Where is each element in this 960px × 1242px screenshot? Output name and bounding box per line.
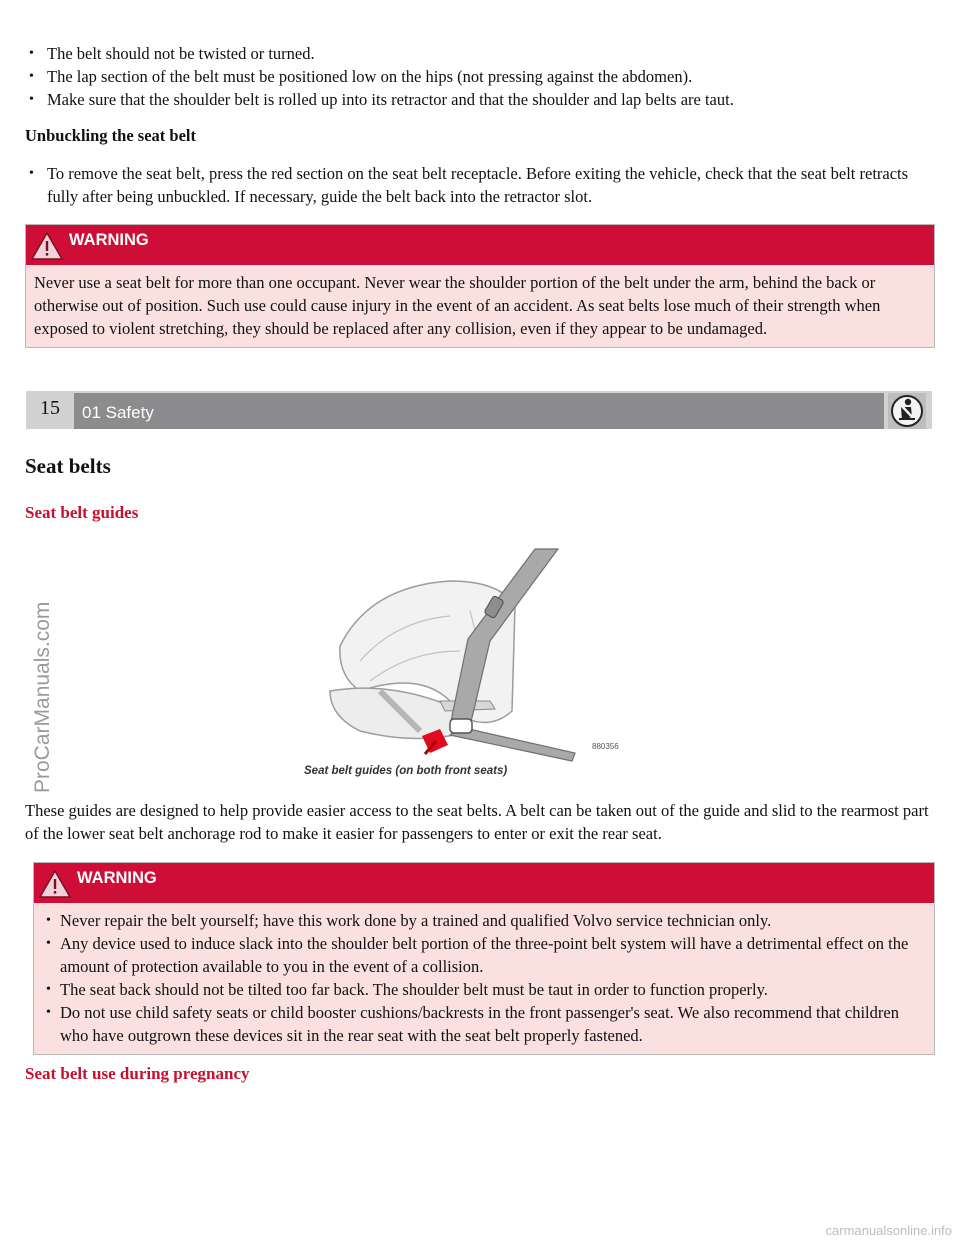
section-paragraph: These guides are designed to help provide easier access to the seat belts. A belt can be taken out of the guide and slid to the rearmost part of the lower seat belt anchorage rod to make it easier for passengers to enter or exit the rear seat. (25, 801, 929, 843)
list-item: • To remove the seat belt, press the red section on the seat belt receptacle. Before exiting the vehicle, check that the seat belt retracts fully after being unbuckled. If necessary, guide the belt back into the retractor slot. (25, 162, 937, 208)
warning-label: WARNING (77, 869, 157, 887)
watermark-left: ProCarManuals.com (31, 601, 54, 793)
section-title: Seat belts (25, 454, 111, 478)
warning-box (33, 862, 935, 1055)
list-item: • Do not use child safety seats or child booster cushions/backrests in the front passenger's seat. We also recommend that children who have outgrown these devices sit in the rear seat with the seat belt properly fastened. (42, 1001, 926, 1047)
unbuckling-list (25, 162, 937, 208)
warning-box (25, 224, 935, 348)
list-item: • The belt should not be twisted or turned. (25, 42, 937, 65)
warning-label: WARNING (69, 231, 149, 249)
warning-text: Never use a seat belt for more than one occupant. Never wear the shoulder portion of the belt under the arm, behind the back or otherwise out of position. Such use could cause injury in the event of an accident. As seat belts lose much of their strength when exposed to violent stretching, they should be replaced after any collision, even if they appear to be undamaged. (34, 273, 881, 338)
list-item: • Make sure that the shoulder belt is rolled up into its retractor and that the shoulder and lap belts are taut. (25, 88, 937, 111)
figure-caption: Seat belt guides (on both front seats) (304, 765, 508, 777)
page-content (25, 42, 937, 348)
warning-header (34, 863, 934, 903)
pregnancy-heading: Seat belt use during pregnancy (25, 1064, 250, 1083)
watermark-bottom-right: carmanualsonline.info (825, 1223, 952, 1238)
unbuckling-heading: Unbuckling the seat belt (25, 126, 196, 145)
warning-content (34, 903, 934, 1054)
intro-bullet-list (25, 42, 937, 111)
seat-belt-guide-figure (300, 541, 630, 781)
list-item: • Any device used to induce slack into the shoulder belt portion of the three-point belt system will have a detrimental effect on the amount of protection available to you in the event of a collision. (42, 932, 926, 978)
list-item: • The seat back should not be tilted too far back. The shoulder belt must be taut in order to function properly. (42, 978, 926, 1001)
seatbelt-person-icon (888, 393, 926, 429)
chapter-bar (26, 391, 932, 429)
warning-bullet-list (42, 909, 926, 1047)
warning-header (26, 225, 934, 265)
page-number: 15 (40, 397, 60, 419)
section-subtitle: Seat belt guides (25, 503, 139, 522)
list-item: • Never repair the belt yourself; have this work done by a trained and qualified Volvo service technician only. (42, 909, 926, 932)
warning-triangle-icon (30, 231, 64, 261)
warning-triangle-icon (38, 869, 72, 899)
list-item: • The lap section of the belt must be positioned low on the hips (not pressing against the abdomen). (25, 65, 937, 88)
chapter-title: 01 Safety (74, 393, 884, 429)
figure-code: 880356 (592, 742, 619, 751)
